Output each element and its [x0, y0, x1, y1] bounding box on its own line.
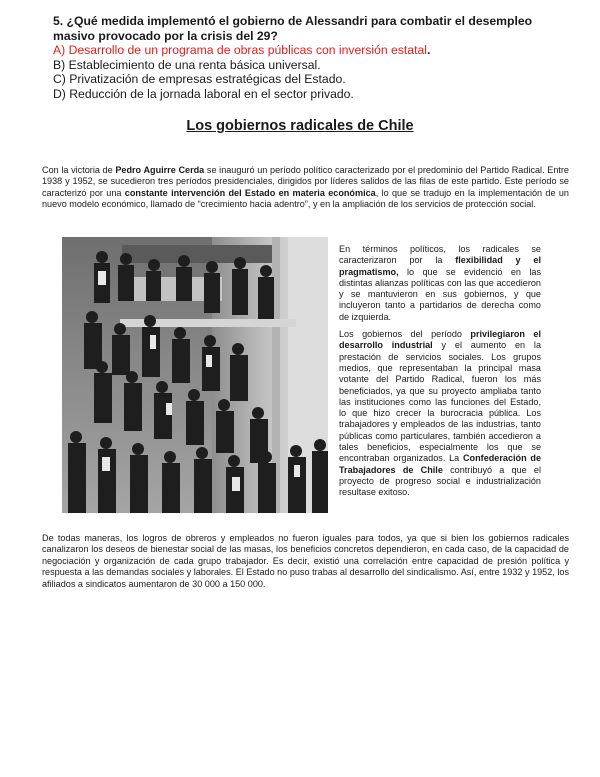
- option-b: B) Establecimiento de una renta básica universal.: [53, 57, 321, 72]
- intro-bold-2: constante intervención del Estado en materia económica: [124, 187, 376, 198]
- side-p2-bold-1: privilegiaron el desarrollo industrial: [339, 329, 542, 351]
- option-d: D) Reducción de la jornada laboral en el sector privado.: [53, 86, 354, 101]
- option-c: C) Privatización de empresas estratégicas del Estado.: [53, 72, 346, 87]
- closing-paragraph: De todas maneras, los logros de obreros y empleados no fueron iguales para todos, ya que si bien los gobiernos radicales canalizaron los deseos de bienestar social de las masas, los beneficios concretos dependieron, en cada caso, de la capacidad de negociación y organización de cada grupo trabajador. Es decir, existió una correlación entre capacidad de presión política y respuesta a las demandas sociales y laborales. El Estado no puso trabas al desarrollo del sindicalismo. Así, entre 1932 y 1952, los afiliados a sindicatos aumentaron de 30 000 a 150 000.: [42, 533, 569, 589]
- side-p2-text-1: Los gobiernos del período: [339, 329, 471, 340]
- question-block: [53, 14, 573, 102]
- intro-text-2: se inauguró un período político caracterizado por el predominio del Partido Radical. Entre 1938 y 1952, se sucedieron tres períodos presidenciales, dirigidos por líderes salidos de las filas de este partido. Este período se caracterizó por una: [42, 165, 569, 198]
- side-p1-bold-1: flexibilidad y el pragmatismo,: [339, 255, 541, 277]
- side-p2-text-2: y el aumento en la prestación de servicios sociales. Los grupos medios, que representaban la principal masa votante del Partido Radical, fueron los más beneficiados, ya que su proyecto ampliaba tanto las instituciones como las funciones del Estado, lo que hizo crecer la burocracia pública. Los trabajadores y empleados de las industrias, tanto públicas como particulares, también accedieron a tales beneficios, especialmente los que se encontraban organizados. La: [339, 340, 542, 464]
- side-paragraph-industry: [339, 329, 541, 498]
- side-p2-text-3: contribuyó a que el proyecto de progreso social e industrialización resultase exitoso.: [339, 464, 542, 498]
- question-title: 5. ¿Qué medida implementó el gobierno de Alessandri para combatir el desempleo masivo provocado por la crisis del 29?: [53, 14, 533, 43]
- historical-photo: [62, 237, 328, 513]
- crowd-illustration: [62, 237, 328, 513]
- option-a-correct: [53, 43, 573, 58]
- side-p1-text-2: lo que se evidenció en las distintas alianzas políticas con las que accedieron y se mantuvieron en sus gobiernos, y que incluyeron tanto a partidarios de derecha como de izquierda.: [339, 266, 541, 322]
- intro-bold-1: Pedro Aguirre Cerda: [115, 165, 205, 175]
- option-a-text: A) Desarrollo de un programa de obras públicas con inversión estatal: [53, 43, 427, 58]
- side-column: [339, 244, 541, 505]
- option-a-period: .: [426, 43, 431, 58]
- intro-text-1: Con la victoria de: [42, 165, 116, 175]
- section-title: Los gobiernos radicales de Chile: [186, 118, 414, 134]
- side-p1-text-1: En términos políticos, los radicales se caracterizaron por la: [339, 244, 541, 266]
- intro-text-3: , lo que se tradujo en la implementación de un nuevo modelo económico, llamado de “crecimiento hacia adentro”, y en la ampliación de los servicios de protección social.: [42, 187, 569, 210]
- intro-paragraph: [42, 165, 569, 211]
- side-p2-bold-2: Confederación de Trabajadores de Chile: [339, 453, 542, 475]
- side-paragraph-politics: [339, 244, 541, 323]
